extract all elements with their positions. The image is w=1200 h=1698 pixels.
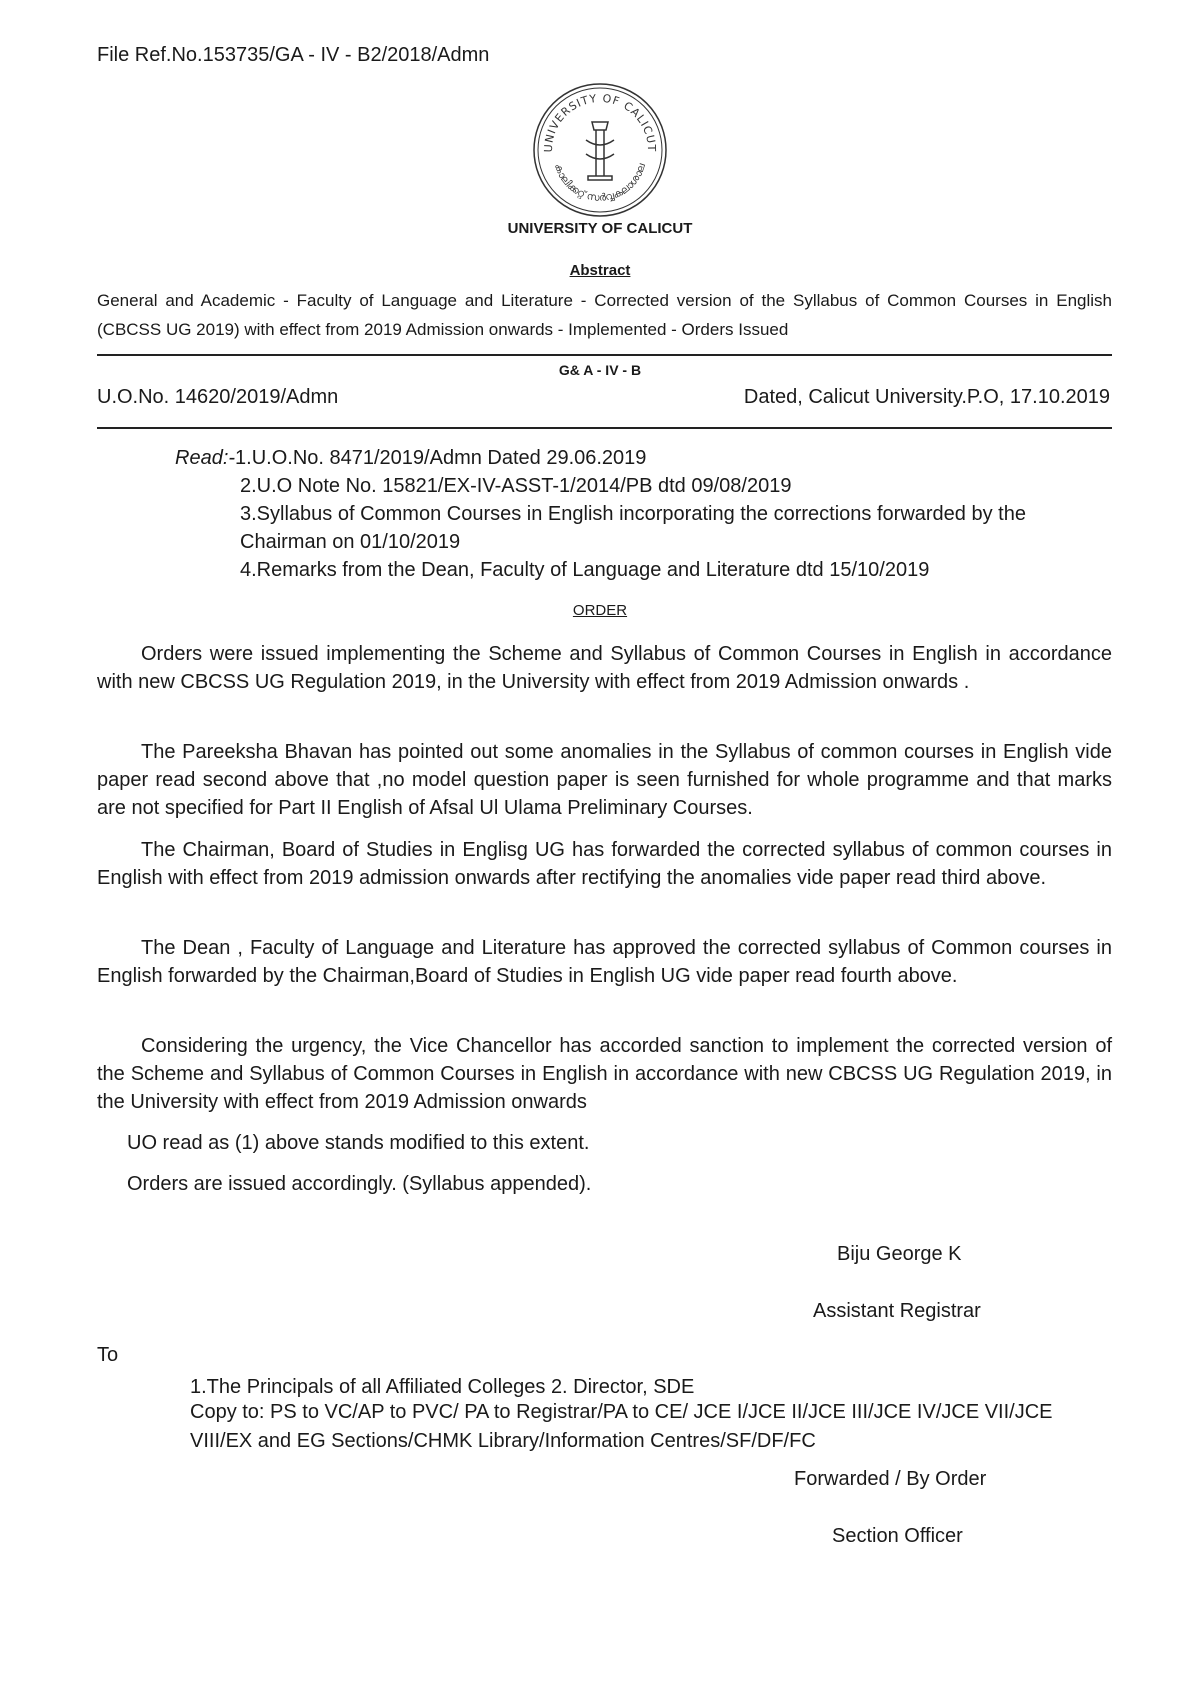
university-seal [530,80,670,220]
abstract-heading: Abstract [569,262,631,279]
recipients: 1.The Principals of all Affiliated Colleges 2. Director, SDE [190,1376,695,1398]
file-reference: File Ref.No.153735/GA - IV - B2/2018/Admn [97,44,490,66]
order-paragraph-5: Considering the urgency, the Vice Chancellor has accorded sanction to implement the corrected version of the Scheme and Syllabus of Common Courses in English in accordance with new CBCSS UG Regulation 2019, in the University with effect from 2019 Admission onwards [97,1035,1112,1113]
university-name: UNIVERSITY OF CALICUT [507,220,693,237]
read-item-3: 3.Syllabus of Common Courses in English incorporating the corrections forwarded by the Chairman on 01/10/2019 [240,503,1026,553]
read-item-2: 2.U.O Note No. 15821/EX-IV-ASST-1/2014/PB dtd 09/08/2019 [240,475,792,497]
seal-emblem-icon [586,122,614,180]
read-block [175,444,646,472]
order-paragraph-3: The Chairman, Board of Studies in Englisg UG has forwarded the corrected syllabus of common courses in English with effect from 2019 admission onwards after rectifying the anomalies vide paper read third above. [97,839,1112,889]
read-item-4: 4.Remarks from the Dean, Faculty of Language and Literature dtd 15/10/2019 [240,559,930,581]
uo-number: U.O.No. 14620/2019/Admn [97,386,339,408]
order-paragraph-4: The Dean , Faculty of Language and Literature has approved the corrected syllabus of Common courses in English forwarded by the Chairman,Board of Studies in English UG vide paper read fourth above. [97,937,1112,987]
signatory-designation: Assistant Registrar [813,1300,981,1322]
seal-top-text: UNIVERSITY OF CALICUT [541,91,659,153]
order-paragraph-2: The Pareeksha Bhavan has pointed out some anomalies in the Syllabus of common courses in English vide paper read second above that ,no model question paper is seen furnished for whole programme and that marks are not specified for Part II English of Afsal Ul Ulama Preliminary Courses. [97,741,1112,819]
copy-to: Copy to: PS to VC/AP to PVC/ PA to Registrar/PA to CE/ JCE I/JCE II/JCE III/JCE IV/JCE VII/JCE VIII/EX and EG Sections/CHMK Library/Information Centres/SF/DF/FC [190,1401,1053,1452]
divider-bottom [97,427,1112,429]
section-officer: Section Officer [832,1525,963,1547]
forwarded-by-order: Forwarded / By Order [794,1468,987,1490]
svg-text:കാലിക്കറ്റ് സർവ്വകലാശാല [552,162,648,204]
section-code: G& A - IV - B [558,362,642,378]
abstract-text: General and Academic - Faculty of Language and Literature - Corrected version of the Syllabus of Common Courses in English (CBCSS UG 2019) with effect from 2019 Admission onwards - Implemented - Orders Issued [97,291,1112,339]
modified-line: UO read as (1) above stands modified to this extent. [127,1132,590,1154]
date-line: Dated, Calicut University.P.O, 17.10.2019 [743,386,1110,408]
to-label: To [97,1344,119,1366]
issued-line: Orders are issued accordingly. (Syllabus appended). [127,1173,592,1195]
order-heading: ORDER [572,602,628,619]
signatory-name: Biju George K [837,1243,962,1265]
read-item-1: 1.U.O.No. 8471/2019/Admn Dated 29.06.2019 [235,447,647,469]
read-label: Read:- [175,447,236,469]
seal-bottom-text: കാലിക്കറ്റ് സർവ്വകലാശാല [551,162,648,204]
divider-top [97,354,1112,356]
order-paragraph-1: Orders were issued implementing the Scheme and Syllabus of Common Courses in English in accordance with new CBCSS UG Regulation 2019, in the University with effect from 2019 Admission onwards . [97,643,1112,693]
